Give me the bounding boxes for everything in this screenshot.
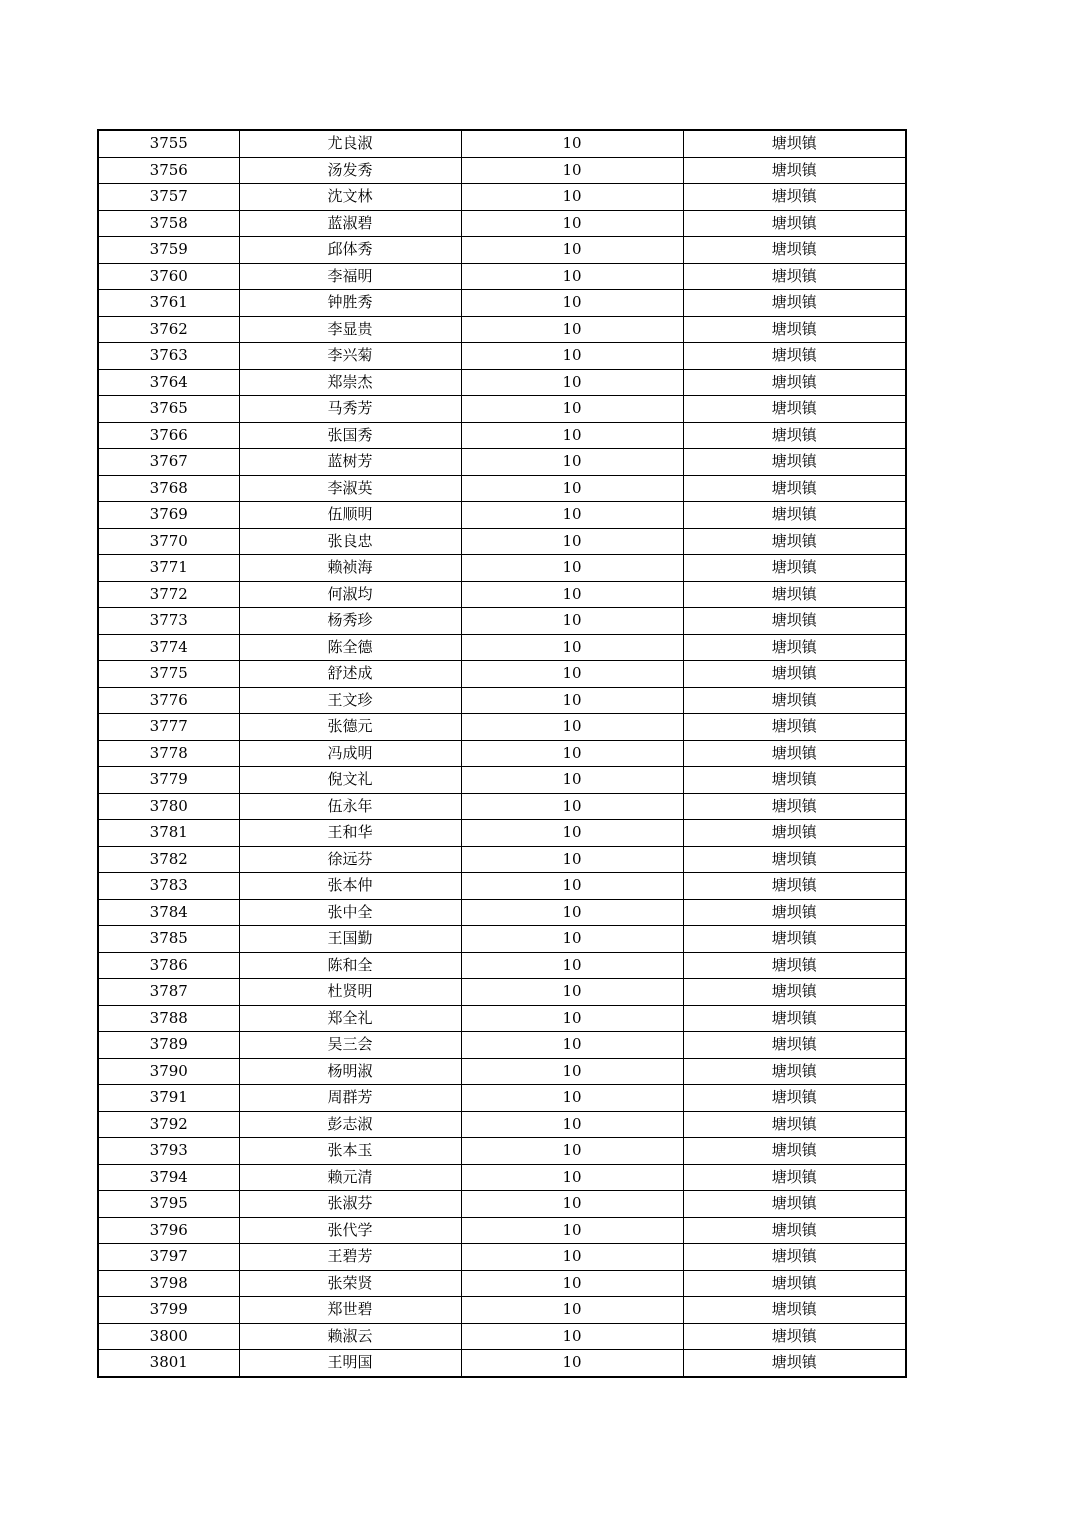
amount-cell: 10 xyxy=(461,1005,683,1032)
row-number-cell: 3787 xyxy=(98,979,239,1006)
name-cell: 王碧芳 xyxy=(239,1244,461,1271)
row-number-cell: 3772 xyxy=(98,581,239,608)
row-number-cell: 3767 xyxy=(98,449,239,476)
name-cell: 舒述成 xyxy=(239,661,461,688)
table-row xyxy=(98,475,906,502)
amount-cell: 10 xyxy=(461,1297,683,1324)
table-row xyxy=(98,1111,906,1138)
name-cell: 张中全 xyxy=(239,899,461,926)
amount-cell: 10 xyxy=(461,449,683,476)
amount-cell: 10 xyxy=(461,130,683,157)
table-body xyxy=(98,130,906,1377)
row-number-cell: 3783 xyxy=(98,873,239,900)
table-row xyxy=(98,634,906,661)
amount-cell: 10 xyxy=(461,952,683,979)
row-number-cell: 3790 xyxy=(98,1058,239,1085)
row-number-cell: 3791 xyxy=(98,1085,239,1112)
name-cell: 蓝树芳 xyxy=(239,449,461,476)
row-number-cell: 3775 xyxy=(98,661,239,688)
row-number-cell: 3759 xyxy=(98,237,239,264)
name-cell: 吴三会 xyxy=(239,1032,461,1059)
amount-cell: 10 xyxy=(461,237,683,264)
row-number-cell: 3770 xyxy=(98,528,239,555)
name-cell: 张荣贤 xyxy=(239,1270,461,1297)
name-cell: 王文珍 xyxy=(239,687,461,714)
name-cell: 冯成明 xyxy=(239,740,461,767)
name-cell: 张淑芬 xyxy=(239,1191,461,1218)
amount-cell: 10 xyxy=(461,422,683,449)
name-cell: 伍永年 xyxy=(239,793,461,820)
table-row xyxy=(98,528,906,555)
table-row xyxy=(98,316,906,343)
table-row xyxy=(98,899,906,926)
amount-cell: 10 xyxy=(461,687,683,714)
amount-cell: 10 xyxy=(461,979,683,1006)
town-cell: 塘坝镇 xyxy=(683,343,906,370)
town-cell: 塘坝镇 xyxy=(683,687,906,714)
name-cell: 李兴菊 xyxy=(239,343,461,370)
row-number-cell: 3779 xyxy=(98,767,239,794)
row-number-cell: 3780 xyxy=(98,793,239,820)
table-row xyxy=(98,396,906,423)
table-row xyxy=(98,820,906,847)
amount-cell: 10 xyxy=(461,581,683,608)
town-cell: 塘坝镇 xyxy=(683,210,906,237)
table-row xyxy=(98,1270,906,1297)
town-cell: 塘坝镇 xyxy=(683,502,906,529)
table-row xyxy=(98,157,906,184)
town-cell: 塘坝镇 xyxy=(683,290,906,317)
table-row xyxy=(98,1244,906,1271)
row-number-cell: 3800 xyxy=(98,1323,239,1350)
row-number-cell: 3798 xyxy=(98,1270,239,1297)
name-cell: 彭志淑 xyxy=(239,1111,461,1138)
row-number-cell: 3761 xyxy=(98,290,239,317)
row-number-cell: 3799 xyxy=(98,1297,239,1324)
row-number-cell: 3801 xyxy=(98,1350,239,1377)
row-number-cell: 3781 xyxy=(98,820,239,847)
town-cell: 塘坝镇 xyxy=(683,1164,906,1191)
amount-cell: 10 xyxy=(461,528,683,555)
amount-cell: 10 xyxy=(461,396,683,423)
amount-cell: 10 xyxy=(461,767,683,794)
table-row xyxy=(98,502,906,529)
name-cell: 汤发秀 xyxy=(239,157,461,184)
town-cell: 塘坝镇 xyxy=(683,396,906,423)
table-row xyxy=(98,1058,906,1085)
table-row xyxy=(98,952,906,979)
name-cell: 徐远芬 xyxy=(239,846,461,873)
table-row xyxy=(98,449,906,476)
row-number-cell: 3758 xyxy=(98,210,239,237)
town-cell: 塘坝镇 xyxy=(683,1005,906,1032)
row-number-cell: 3792 xyxy=(98,1111,239,1138)
amount-cell: 10 xyxy=(461,634,683,661)
amount-cell: 10 xyxy=(461,1111,683,1138)
row-number-cell: 3773 xyxy=(98,608,239,635)
name-cell: 邱体秀 xyxy=(239,237,461,264)
amount-cell: 10 xyxy=(461,873,683,900)
amount-cell: 10 xyxy=(461,1350,683,1377)
town-cell: 塘坝镇 xyxy=(683,555,906,582)
table-row xyxy=(98,237,906,264)
table-row xyxy=(98,1005,906,1032)
table-row xyxy=(98,1191,906,1218)
name-cell: 张代学 xyxy=(239,1217,461,1244)
town-cell: 塘坝镇 xyxy=(683,449,906,476)
row-number-cell: 3769 xyxy=(98,502,239,529)
name-cell: 郑全礼 xyxy=(239,1005,461,1032)
town-cell: 塘坝镇 xyxy=(683,846,906,873)
town-cell: 塘坝镇 xyxy=(683,926,906,953)
row-number-cell: 3774 xyxy=(98,634,239,661)
row-number-cell: 3764 xyxy=(98,369,239,396)
town-cell: 塘坝镇 xyxy=(683,1217,906,1244)
name-cell: 赖元清 xyxy=(239,1164,461,1191)
amount-cell: 10 xyxy=(461,820,683,847)
name-cell: 杨秀珍 xyxy=(239,608,461,635)
table-row xyxy=(98,130,906,157)
table-row xyxy=(98,687,906,714)
table-row xyxy=(98,608,906,635)
row-number-cell: 3756 xyxy=(98,157,239,184)
town-cell: 塘坝镇 xyxy=(683,1191,906,1218)
row-number-cell: 3763 xyxy=(98,343,239,370)
table-row xyxy=(98,210,906,237)
amount-cell: 10 xyxy=(461,475,683,502)
table-row xyxy=(98,290,906,317)
name-cell: 张良忠 xyxy=(239,528,461,555)
amount-cell: 10 xyxy=(461,846,683,873)
town-cell: 塘坝镇 xyxy=(683,979,906,1006)
row-number-cell: 3777 xyxy=(98,714,239,741)
town-cell: 塘坝镇 xyxy=(683,952,906,979)
row-number-cell: 3776 xyxy=(98,687,239,714)
town-cell: 塘坝镇 xyxy=(683,316,906,343)
amount-cell: 10 xyxy=(461,1244,683,1271)
name-cell: 李福明 xyxy=(239,263,461,290)
amount-cell: 10 xyxy=(461,714,683,741)
table-row xyxy=(98,1032,906,1059)
town-cell: 塘坝镇 xyxy=(683,634,906,661)
table-row xyxy=(98,661,906,688)
name-cell: 何淑均 xyxy=(239,581,461,608)
name-cell: 王国勤 xyxy=(239,926,461,953)
town-cell: 塘坝镇 xyxy=(683,714,906,741)
row-number-cell: 3755 xyxy=(98,130,239,157)
table-row xyxy=(98,740,906,767)
amount-cell: 10 xyxy=(461,1085,683,1112)
name-cell: 蓝淑碧 xyxy=(239,210,461,237)
name-cell: 沈文林 xyxy=(239,184,461,211)
row-number-cell: 3785 xyxy=(98,926,239,953)
table-row xyxy=(98,343,906,370)
table-row xyxy=(98,422,906,449)
row-number-cell: 3786 xyxy=(98,952,239,979)
row-number-cell: 3782 xyxy=(98,846,239,873)
row-number-cell: 3766 xyxy=(98,422,239,449)
row-number-cell: 3789 xyxy=(98,1032,239,1059)
row-number-cell: 3793 xyxy=(98,1138,239,1165)
town-cell: 塘坝镇 xyxy=(683,130,906,157)
table-row xyxy=(98,1297,906,1324)
town-cell: 塘坝镇 xyxy=(683,1323,906,1350)
amount-cell: 10 xyxy=(461,1323,683,1350)
town-cell: 塘坝镇 xyxy=(683,157,906,184)
town-cell: 塘坝镇 xyxy=(683,1032,906,1059)
table-row xyxy=(98,1164,906,1191)
amount-cell: 10 xyxy=(461,1191,683,1218)
name-cell: 李显贵 xyxy=(239,316,461,343)
amount-cell: 10 xyxy=(461,369,683,396)
table-row xyxy=(98,1217,906,1244)
name-cell: 陈全德 xyxy=(239,634,461,661)
row-number-cell: 3778 xyxy=(98,740,239,767)
town-cell: 塘坝镇 xyxy=(683,237,906,264)
amount-cell: 10 xyxy=(461,1032,683,1059)
name-cell: 张德元 xyxy=(239,714,461,741)
town-cell: 塘坝镇 xyxy=(683,581,906,608)
table-row xyxy=(98,184,906,211)
name-cell: 张本仲 xyxy=(239,873,461,900)
town-cell: 塘坝镇 xyxy=(683,740,906,767)
town-cell: 塘坝镇 xyxy=(683,899,906,926)
amount-cell: 10 xyxy=(461,1164,683,1191)
name-cell: 尤良淑 xyxy=(239,130,461,157)
town-cell: 塘坝镇 xyxy=(683,1138,906,1165)
row-number-cell: 3765 xyxy=(98,396,239,423)
row-number-cell: 3762 xyxy=(98,316,239,343)
amount-cell: 10 xyxy=(461,290,683,317)
amount-cell: 10 xyxy=(461,926,683,953)
town-cell: 塘坝镇 xyxy=(683,793,906,820)
table-row xyxy=(98,873,906,900)
name-cell: 郑崇杰 xyxy=(239,369,461,396)
name-cell: 郑世碧 xyxy=(239,1297,461,1324)
name-cell: 陈和全 xyxy=(239,952,461,979)
row-number-cell: 3794 xyxy=(98,1164,239,1191)
table-row xyxy=(98,846,906,873)
table-row xyxy=(98,1350,906,1377)
town-cell: 塘坝镇 xyxy=(683,1244,906,1271)
amount-cell: 10 xyxy=(461,740,683,767)
amount-cell: 10 xyxy=(461,184,683,211)
name-cell: 倪文礼 xyxy=(239,767,461,794)
town-cell: 塘坝镇 xyxy=(683,873,906,900)
table-row xyxy=(98,926,906,953)
table-row xyxy=(98,1138,906,1165)
amount-cell: 10 xyxy=(461,555,683,582)
table-row xyxy=(98,1323,906,1350)
amount-cell: 10 xyxy=(461,263,683,290)
row-number-cell: 3784 xyxy=(98,899,239,926)
town-cell: 塘坝镇 xyxy=(683,1058,906,1085)
town-cell: 塘坝镇 xyxy=(683,767,906,794)
amount-cell: 10 xyxy=(461,210,683,237)
amount-cell: 10 xyxy=(461,608,683,635)
town-cell: 塘坝镇 xyxy=(683,1297,906,1324)
name-cell: 杜贤明 xyxy=(239,979,461,1006)
name-cell: 钟胜秀 xyxy=(239,290,461,317)
table-row xyxy=(98,263,906,290)
name-cell: 周群芳 xyxy=(239,1085,461,1112)
amount-cell: 10 xyxy=(461,1058,683,1085)
table-row xyxy=(98,581,906,608)
name-cell: 伍顺明 xyxy=(239,502,461,529)
name-cell: 马秀芳 xyxy=(239,396,461,423)
table-row xyxy=(98,369,906,396)
amount-cell: 10 xyxy=(461,1217,683,1244)
name-cell: 张国秀 xyxy=(239,422,461,449)
name-cell: 王明国 xyxy=(239,1350,461,1377)
amount-cell: 10 xyxy=(461,316,683,343)
row-number-cell: 3771 xyxy=(98,555,239,582)
amount-cell: 10 xyxy=(461,899,683,926)
town-cell: 塘坝镇 xyxy=(683,184,906,211)
name-cell: 赖淑云 xyxy=(239,1323,461,1350)
table-row xyxy=(98,555,906,582)
town-cell: 塘坝镇 xyxy=(683,820,906,847)
amount-cell: 10 xyxy=(461,157,683,184)
town-cell: 塘坝镇 xyxy=(683,475,906,502)
town-cell: 塘坝镇 xyxy=(683,1111,906,1138)
name-cell: 李淑英 xyxy=(239,475,461,502)
table-row xyxy=(98,793,906,820)
amount-cell: 10 xyxy=(461,1138,683,1165)
table-row xyxy=(98,1085,906,1112)
row-number-cell: 3768 xyxy=(98,475,239,502)
town-cell: 塘坝镇 xyxy=(683,661,906,688)
name-cell: 杨明淑 xyxy=(239,1058,461,1085)
amount-cell: 10 xyxy=(461,502,683,529)
name-cell: 张本玉 xyxy=(239,1138,461,1165)
town-cell: 塘坝镇 xyxy=(683,1270,906,1297)
row-number-cell: 3797 xyxy=(98,1244,239,1271)
town-cell: 塘坝镇 xyxy=(683,1350,906,1377)
row-number-cell: 3796 xyxy=(98,1217,239,1244)
town-cell: 塘坝镇 xyxy=(683,528,906,555)
town-cell: 塘坝镇 xyxy=(683,1085,906,1112)
row-number-cell: 3760 xyxy=(98,263,239,290)
town-cell: 塘坝镇 xyxy=(683,263,906,290)
row-number-cell: 3795 xyxy=(98,1191,239,1218)
name-cell: 赖祯海 xyxy=(239,555,461,582)
name-cell: 王和华 xyxy=(239,820,461,847)
table-row xyxy=(98,767,906,794)
town-cell: 塘坝镇 xyxy=(683,422,906,449)
row-number-cell: 3757 xyxy=(98,184,239,211)
data-table xyxy=(97,129,907,1378)
amount-cell: 10 xyxy=(461,661,683,688)
table-row xyxy=(98,979,906,1006)
amount-cell: 10 xyxy=(461,343,683,370)
table-row xyxy=(98,714,906,741)
row-number-cell: 3788 xyxy=(98,1005,239,1032)
amount-cell: 10 xyxy=(461,793,683,820)
town-cell: 塘坝镇 xyxy=(683,608,906,635)
town-cell: 塘坝镇 xyxy=(683,369,906,396)
amount-cell: 10 xyxy=(461,1270,683,1297)
